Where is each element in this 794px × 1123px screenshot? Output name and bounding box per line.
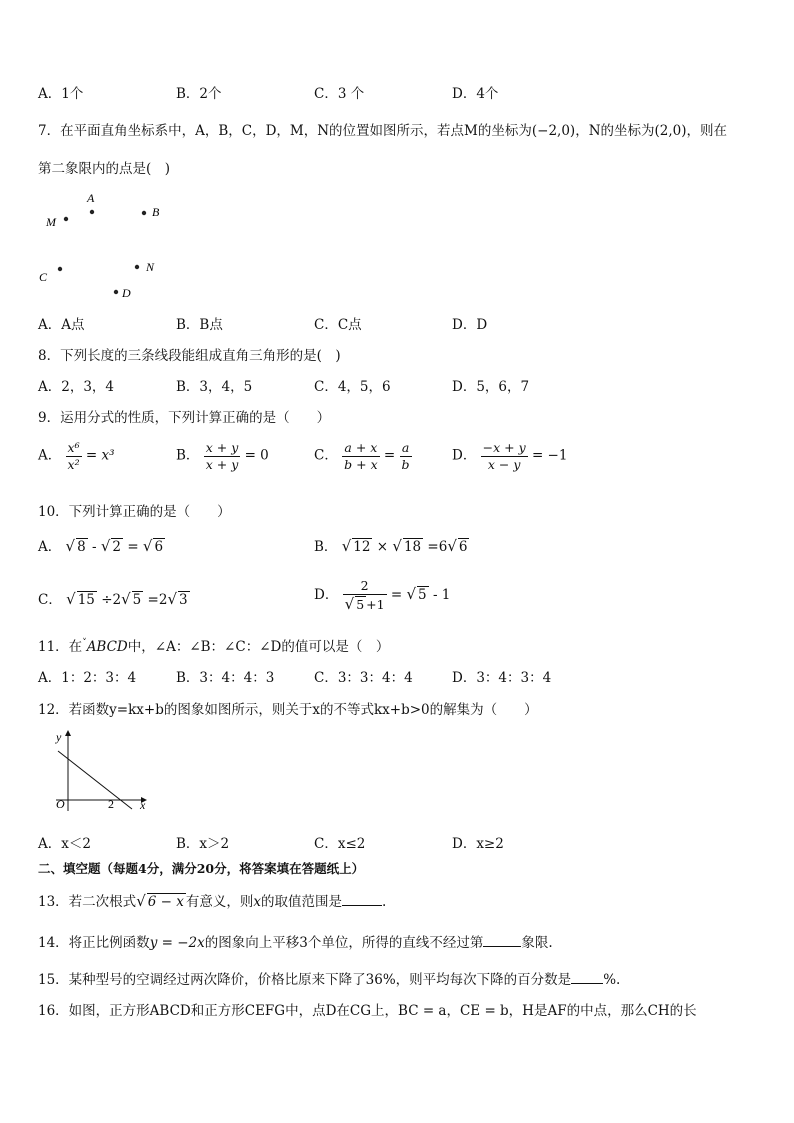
numerator: a [400, 440, 412, 457]
denominator: x² [67, 456, 80, 472]
q13-text: 的取值范围是 [260, 894, 342, 910]
q12-option-d: D．x≥2 [452, 836, 504, 852]
y-axis-label: y [56, 730, 62, 744]
q14-text: 14．将正比例函数 [38, 935, 150, 951]
denominator: b [401, 456, 410, 472]
q9-option-c [314, 440, 412, 472]
q11-stem-part: 11．在 [38, 639, 83, 655]
q10-option-a [38, 535, 165, 555]
radical-sign: √ [392, 537, 402, 555]
q8-option-a: A．2，3，4 [38, 379, 115, 395]
equals: = [127, 539, 139, 555]
q9-option-d [452, 440, 567, 472]
denominator-tail: +1 [366, 596, 385, 612]
operator: × [376, 539, 389, 555]
q9-option-a [38, 440, 115, 472]
point-m-label: M [46, 215, 56, 229]
q14-text: 的图象向上平移3个单位，所得的直线不经过第 [204, 935, 484, 951]
function-expression: y = −2x [149, 935, 205, 951]
q6-option-c: C．3 个 [314, 86, 365, 102]
q11-option-b: B．3：4：4：3 [176, 670, 275, 686]
option-label: D． [452, 447, 477, 464]
denominator: x + y [205, 456, 239, 472]
point-m-dot [64, 217, 68, 221]
option-label: B． [176, 447, 200, 464]
q7-option-b: B．B点 [176, 317, 223, 333]
q10-stem: 10．下列计算正确的是（ ） [38, 504, 231, 520]
q7-stem-line2: 第二象限内的点是( ) [38, 161, 171, 177]
numerator: −x + y [482, 440, 526, 455]
equals: = [383, 447, 396, 464]
q14 [38, 931, 553, 951]
numerator: x + y [205, 440, 239, 455]
denominator [343, 595, 387, 614]
q11-stem-part: 中，∠A：∠B：∠C：∠D的值可以是（ ） [127, 639, 390, 655]
radicand: 5 [132, 592, 142, 608]
point-a-label: A [87, 191, 95, 205]
denominator: b + x [344, 456, 378, 472]
option-label: B． [314, 539, 338, 555]
m-coordinate: (−2,0) [531, 123, 576, 139]
radicand: 2 [112, 539, 122, 555]
radical-sign: √ [65, 537, 76, 555]
answer-blank[interactable] [342, 893, 382, 906]
q6-option-d: D．4个 [452, 86, 499, 102]
radicand: 6 − x [147, 894, 184, 910]
radical-sign: √ [406, 585, 417, 604]
radical-sign: √ [136, 892, 146, 910]
radicand: 5 [418, 587, 427, 604]
equals: =2 [147, 592, 168, 608]
q7-stem-part: ，则在 [686, 123, 728, 139]
n-coordinate: (2,0) [654, 123, 687, 139]
result: = x³ [85, 447, 115, 464]
q11-option-d: D．3：4：3：4 [452, 670, 552, 686]
numerator: x⁶ [67, 440, 80, 455]
point-n-label: N [146, 260, 155, 274]
q12-option-b: B．x＞2 [176, 836, 230, 852]
option-label: C． [38, 592, 62, 608]
q6-option-b: B．2个 [176, 86, 222, 102]
q7-point-figure [36, 188, 176, 303]
q15-text: 15．某种型号的空调经过两次降价，价格比原来下降了36%，则平均每次下降的百分数是 [38, 972, 572, 988]
x-intercept-label: 2 [108, 797, 114, 811]
fraction [204, 440, 241, 472]
origin-label: O [56, 797, 65, 811]
point-c-dot [58, 267, 62, 271]
equals: =6 [427, 539, 448, 555]
q8-option-c: C．4，5，6 [314, 379, 391, 395]
q11-option-a: A．1：2：3：4 [38, 670, 137, 686]
radical-sign: √ [121, 590, 131, 608]
q12-option-c: C．x≤2 [314, 836, 366, 852]
radicand: 15 [77, 592, 95, 608]
fraction [342, 440, 379, 472]
point-b-label: B [152, 205, 160, 219]
radicand: 6 [154, 539, 164, 555]
option-label: A． [38, 539, 62, 555]
fraction [481, 440, 528, 472]
q12-linear-graph [48, 725, 158, 815]
q8-stem: 8．下列长度的三条线段能组成直角三角形的是( ) [38, 348, 341, 364]
radicand: 5 [356, 596, 365, 612]
q7-option-c: C．C点 [314, 317, 362, 333]
q7-stem-part: ，N的坐标为 [575, 123, 655, 139]
point-n-dot [135, 265, 139, 269]
equals: = [390, 587, 403, 604]
q9-stem: 9．运用分式的性质，下列计算正确的是（ ） [38, 410, 331, 426]
q8-option-d: D．5，6，7 [452, 379, 530, 395]
variable: x [253, 894, 261, 910]
point-c-label: C [39, 270, 48, 284]
numerator: a + x [342, 440, 379, 457]
q16: 16．如图，正方形ABCD和正方形CEFG中，点D在CG上，BC = a，CE = b，H是AF的中点，那么CH的长 [38, 1003, 697, 1019]
q13-text: 有意义，则 [185, 894, 254, 910]
radical-sign: √ [341, 537, 352, 555]
radicand: 8 [77, 539, 86, 555]
q13-text: . [381, 894, 387, 910]
q8-option-b: B．3，4，5 [176, 379, 253, 395]
fraction [343, 578, 387, 613]
q7-option-d: D．D [452, 317, 488, 333]
answer-blank[interactable] [483, 934, 521, 947]
q15-text: %. [603, 972, 621, 988]
fraction [400, 440, 412, 472]
q12-option-a: A．x＜2 [38, 836, 91, 852]
radical-sign: √ [167, 590, 178, 608]
point-d-label: D [122, 286, 131, 300]
radical-sign: √ [447, 537, 457, 555]
radicand: 6 [458, 539, 468, 555]
answer-blank[interactable] [571, 971, 603, 984]
radical-sign: √ [142, 537, 153, 555]
result: = 0 [244, 447, 269, 464]
q10-option-c [38, 588, 190, 608]
operator: - [92, 539, 97, 555]
point-a-dot [90, 210, 94, 214]
q7-stem-line1 [38, 119, 727, 139]
option-label: C． [314, 447, 338, 464]
q6-option-a: A．1个 [38, 86, 84, 102]
q14-text: 象限. [521, 935, 553, 951]
q11-option-c: C．3：3：4：4 [314, 670, 413, 686]
radical-sign: √ [344, 594, 355, 613]
q12-stem: 12．若函数y=kx+b的图象如图所示，则关于x的不等式kx+b>0的解集为（ ） [38, 702, 538, 718]
q10-option-d [314, 578, 450, 613]
q7-option-a: A．A点 [38, 317, 85, 333]
option-label: A． [38, 447, 62, 464]
q11-figure-name: ABCD [86, 639, 128, 655]
numerator: 2 [343, 578, 387, 595]
radical-sign: √ [66, 590, 76, 608]
option-label: D． [314, 587, 339, 604]
q10-option-b [314, 535, 469, 555]
q11-stem [38, 635, 389, 655]
q15 [38, 968, 620, 988]
radicand: 3 [179, 592, 188, 608]
result: = −1 [531, 447, 568, 464]
section-2-heading: 二、填空题（每题4分，满分20分，将答案填在答题纸上） [38, 861, 365, 876]
denominator: x − y [487, 456, 521, 472]
radicand: 12 [353, 539, 371, 555]
q13 [38, 890, 386, 910]
tail: - 1 [432, 587, 451, 604]
radical-sign: √ [100, 537, 111, 555]
fraction [66, 440, 82, 472]
radicand: 18 [403, 539, 422, 555]
x-axis-label: x [140, 798, 146, 812]
parallelogram-symbol: ˅ [82, 638, 87, 649]
q9-option-b [176, 440, 269, 472]
point-b-dot [142, 211, 146, 215]
operator: ÷2 [101, 592, 122, 608]
q7-stem-part: 7．在平面直角坐标系中，A，B，C，D，M，N的位置如图所示，若点M的坐标为 [38, 123, 532, 139]
q13-text: 13．若二次根式 [38, 894, 137, 910]
point-d-dot [114, 290, 118, 294]
